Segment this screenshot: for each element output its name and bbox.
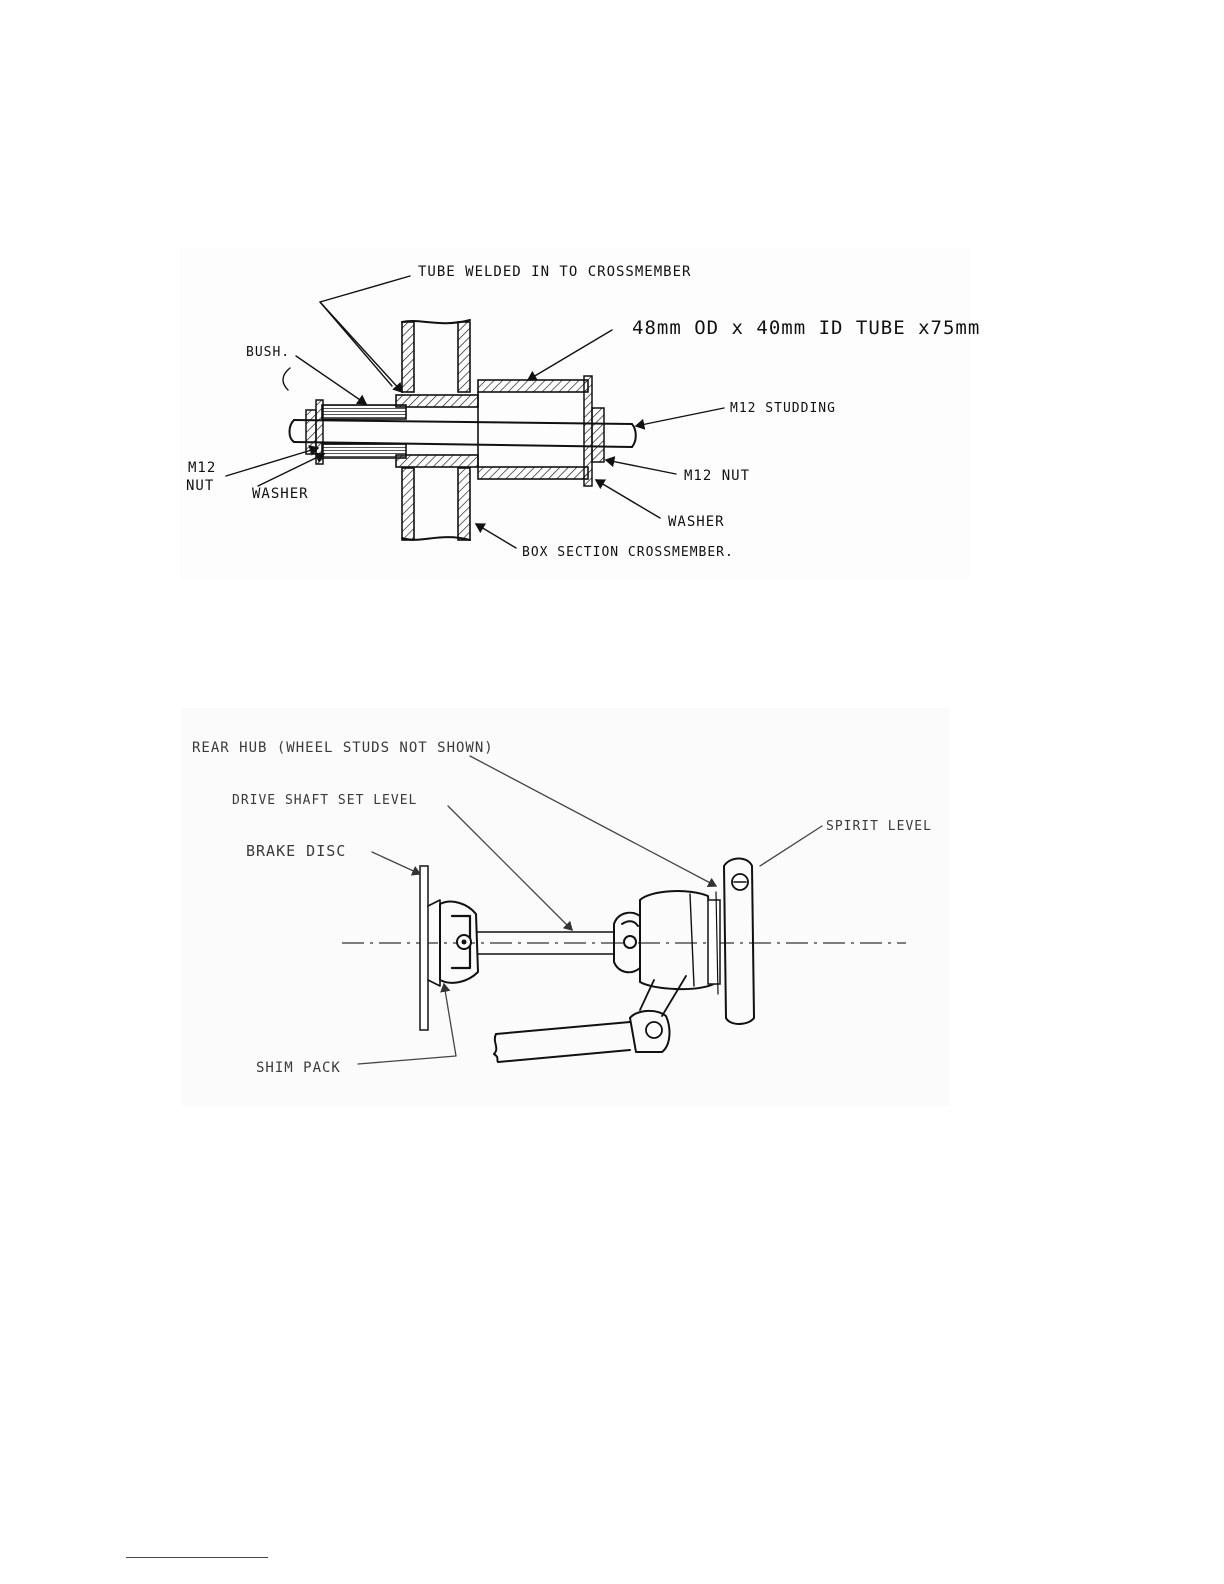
label-m12-studding: M12 STUDDING — [730, 401, 836, 416]
left-universal-joint — [440, 902, 478, 983]
label-tube-spec: 48mm OD x 40mm ID TUBE x75mm — [632, 317, 981, 339]
label-shim-pack: SHIM PACK — [256, 1060, 341, 1076]
label-bush: BUSH. — [246, 345, 291, 360]
rear-hub-flange — [724, 859, 754, 1025]
label-tube-welded: TUBE WELDED IN TO CROSSMEMBER — [418, 264, 692, 280]
label-m12-nut-left-line2: NUT — [186, 478, 215, 494]
brake-disc — [420, 866, 440, 1030]
label-box-section-crossmember: BOX SECTION CROSSMEMBER. — [522, 545, 734, 560]
footnote-rule — [126, 1557, 268, 1558]
label-m12-nut-left-line1: M12 — [188, 460, 217, 476]
label-spirit-level: SPIRIT LEVEL — [826, 819, 932, 834]
label-m12-nut-right: M12 NUT — [684, 468, 751, 484]
label-brake-disc: BRAKE DISC — [246, 842, 347, 860]
label-rear-hub: REAR HUB (WHEEL STUDS NOT SHOWN) — [192, 740, 494, 756]
label-drive-shaft-set-level: DRIVE SHAFT SET LEVEL — [232, 793, 418, 808]
label-washer-right: WASHER — [668, 514, 725, 530]
label-washer-left: WASHER — [252, 486, 309, 502]
lower-suspension-arm — [494, 976, 686, 1062]
